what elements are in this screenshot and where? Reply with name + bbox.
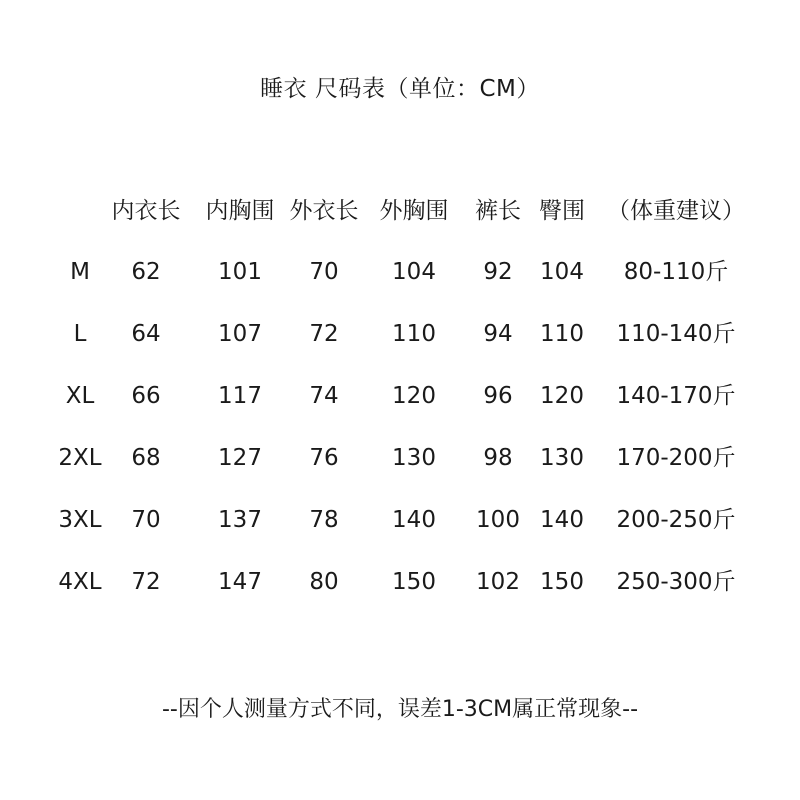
column-header: （体重建议） bbox=[607, 198, 745, 224]
table-cell: 101 bbox=[218, 259, 262, 285]
table-cell: 80 bbox=[309, 569, 339, 595]
column-header: 臀围 bbox=[539, 198, 585, 224]
table-cell: 104 bbox=[540, 259, 584, 285]
column-header: 内衣长 bbox=[111, 198, 181, 224]
table-cell: 120 bbox=[392, 383, 436, 409]
column-header: 裤长 bbox=[475, 198, 521, 224]
size-label: 3XL bbox=[58, 507, 102, 533]
table-cell: 72 bbox=[131, 569, 161, 595]
table-cell: 107 bbox=[218, 321, 262, 347]
table-cell: 140 bbox=[392, 507, 436, 533]
table-cell: 110 bbox=[540, 321, 584, 347]
measurement-note: --因个人测量方式不同，误差1-3CM属正常现象-- bbox=[161, 697, 639, 722]
table-cell: 78 bbox=[309, 507, 339, 533]
size-label: L bbox=[73, 321, 87, 347]
table-cell: 137 bbox=[218, 507, 262, 533]
table-cell: 127 bbox=[218, 445, 262, 471]
table-cell: 120 bbox=[540, 383, 584, 409]
table-cell: 117 bbox=[218, 383, 262, 409]
table-cell: 150 bbox=[540, 569, 584, 595]
table-cell: 70 bbox=[309, 259, 339, 285]
table-cell: 98 bbox=[483, 445, 513, 471]
table-cell: 68 bbox=[131, 445, 161, 471]
table-cell: 80-110斤 bbox=[623, 259, 729, 285]
table-cell: 76 bbox=[309, 445, 339, 471]
table-cell: 200-250斤 bbox=[616, 507, 736, 533]
size-label: M bbox=[70, 259, 90, 285]
table-cell: 104 bbox=[392, 259, 436, 285]
page-title: 睡衣 尺码表（单位：CM） bbox=[260, 76, 540, 102]
table-cell: 74 bbox=[309, 383, 339, 409]
table-cell: 110-140斤 bbox=[616, 321, 736, 347]
column-header: 内胸围 bbox=[205, 198, 275, 224]
table-cell: 102 bbox=[476, 569, 520, 595]
size-label: XL bbox=[65, 383, 95, 409]
table-cell: 92 bbox=[483, 259, 513, 285]
table-cell: 100 bbox=[476, 507, 520, 533]
table-cell: 70 bbox=[131, 507, 161, 533]
column-header: 外胸围 bbox=[379, 198, 449, 224]
table-cell: 94 bbox=[483, 321, 513, 347]
table-cell: 130 bbox=[540, 445, 584, 471]
table-cell: 250-300斤 bbox=[616, 569, 736, 595]
table-cell: 72 bbox=[309, 321, 339, 347]
table-cell: 66 bbox=[131, 383, 161, 409]
size-label: 2XL bbox=[58, 445, 102, 471]
size-label: 4XL bbox=[58, 569, 102, 595]
table-cell: 96 bbox=[483, 383, 513, 409]
table-cell: 64 bbox=[131, 321, 161, 347]
table-cell: 110 bbox=[392, 321, 436, 347]
table-cell: 140-170斤 bbox=[616, 383, 736, 409]
table-cell: 62 bbox=[131, 259, 161, 285]
table-cell: 140 bbox=[540, 507, 584, 533]
column-header: 外衣长 bbox=[289, 198, 359, 224]
table-cell: 150 bbox=[392, 569, 436, 595]
table-cell: 170-200斤 bbox=[616, 445, 736, 471]
table-cell: 147 bbox=[218, 569, 262, 595]
table-cell: 130 bbox=[392, 445, 436, 471]
